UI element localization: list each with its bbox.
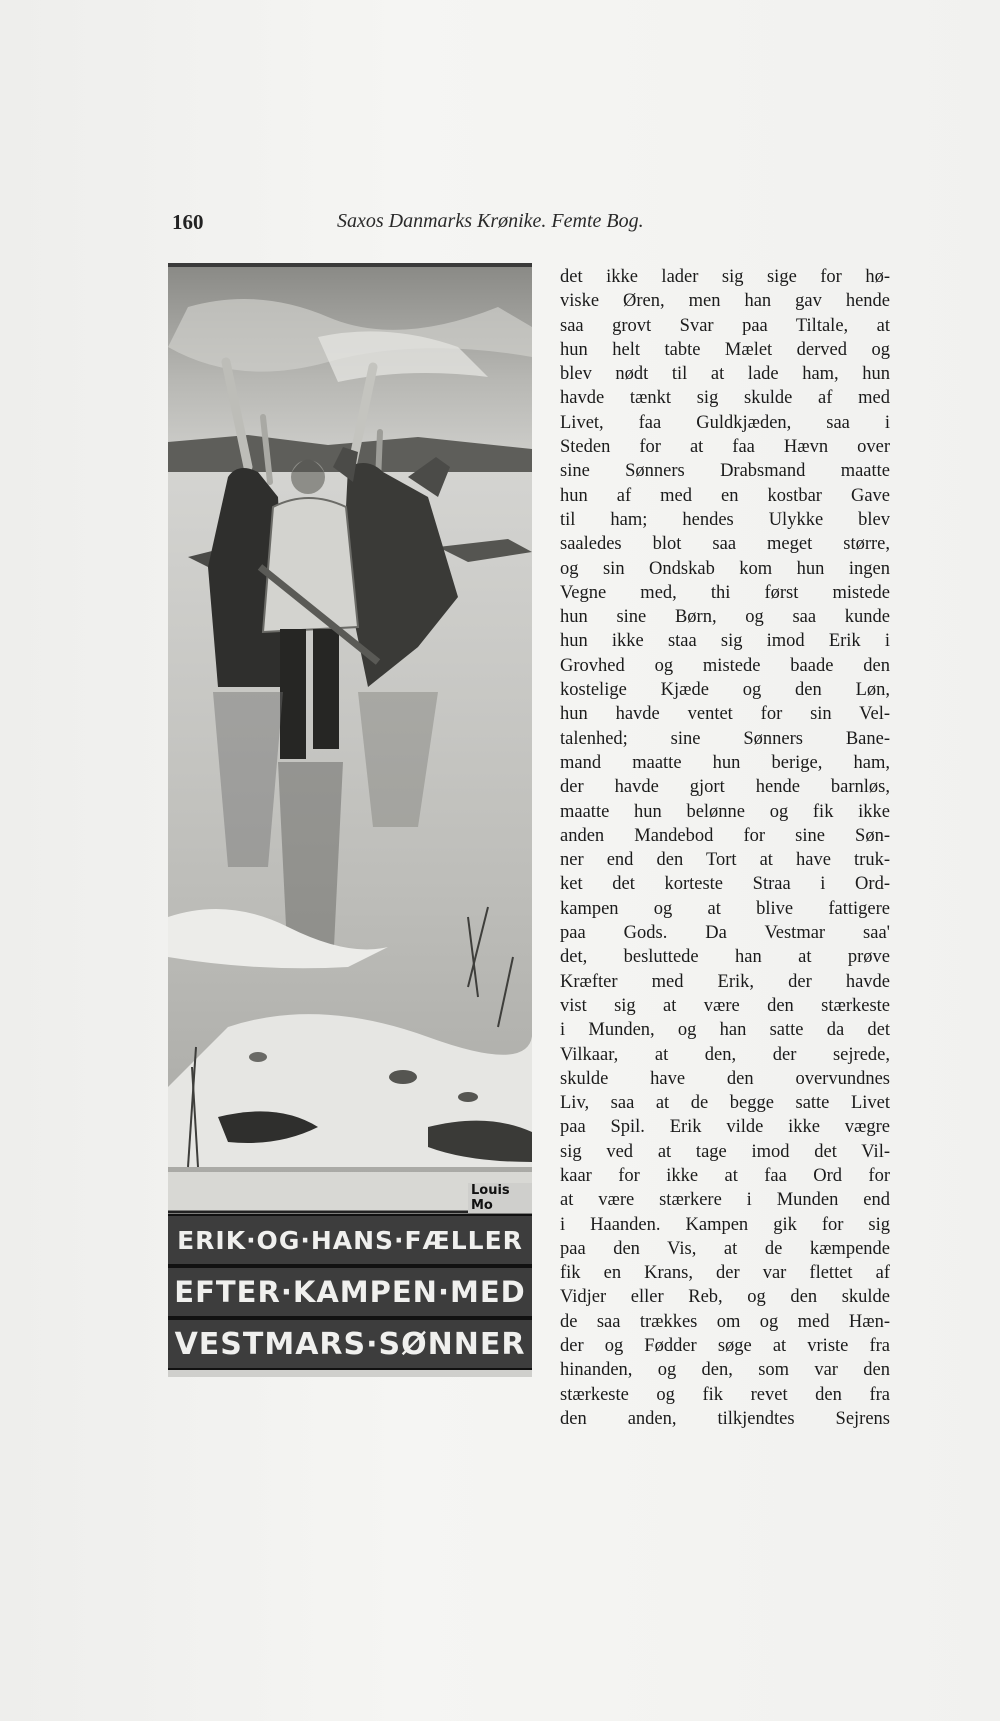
illustration: [168, 263, 532, 1377]
body-text-line: den anden, tilkjendtes Sejrens: [560, 1408, 890, 1429]
body-text-line: talenhed; sine Sønners Bane-: [560, 728, 890, 749]
body-text-line: kaar for ikke at faa Ord for: [560, 1165, 890, 1186]
body-text-line: Vegne med, thi først mistede: [560, 582, 890, 603]
body-text-line: hinanden, og den, som var den: [560, 1360, 890, 1381]
caption-line-3-text: VESTMARS·SØNNER: [174, 1326, 526, 1362]
caption-line-2: [168, 1266, 532, 1318]
body-text-line: i Haanden. Kampen gik for sig: [560, 1214, 890, 1235]
body-text-line: stærkeste og fik revet den fra: [560, 1384, 890, 1405]
body-text-line: vist sig at være den stærkeste: [560, 995, 890, 1016]
body-text-line: saaledes blot saa meget større,: [560, 534, 890, 555]
body-text-line: Vidjer eller Reb, og den skulde: [560, 1287, 890, 1308]
body-text-line: sine Sønners Drabsmand maatte: [560, 461, 890, 482]
body-text-line: der havde gjort hende barnløs,: [560, 777, 890, 798]
body-text-line: Livet, faa Guldkjæden, saa i: [560, 412, 890, 433]
body-text-line: sig ved at tage imod det Vil-: [560, 1141, 890, 1162]
page-number: 160: [172, 210, 204, 234]
body-text-line: Liv, saa at de begge satte Livet: [560, 1093, 890, 1114]
body-text-line: anden Mandebod for sine Søn-: [560, 825, 890, 846]
body-text-line: hun havde ventet for sin Vel-: [560, 704, 890, 725]
body-text-column: [560, 265, 890, 1431]
body-text-line: kampen og at blive fattigere: [560, 898, 890, 919]
body-text-line: havde tænkt sig skulde af med: [560, 388, 890, 409]
body-text-line: skulde have den overvundnes: [560, 1068, 890, 1089]
body-text-line: hun sine Børn, og saa kunde: [560, 607, 890, 628]
body-text-line: hun ikke staa sig imod Erik i: [560, 631, 890, 652]
body-text-line: maatte hun belønne og fik ikke: [560, 801, 890, 822]
artist-signature: Louis Mo: [468, 1183, 532, 1213]
body-text-line: Kræfter med Erik, der havde: [560, 971, 890, 992]
caption-line-2-text: EFTER·KAMPEN·MED: [174, 1275, 526, 1309]
caption-line-1: [168, 1214, 532, 1266]
body-text-line: at være stærkere i Munden end: [560, 1190, 890, 1211]
body-text-line: blev nødt til at lade ham, hun: [560, 364, 890, 385]
body-text-line: i Munden, og han satte da det: [560, 1020, 890, 1041]
body-text-line: og sin Ondskab kom hun ingen: [560, 558, 890, 579]
body-text-line: paa den Vis, at de kæmpende: [560, 1238, 890, 1259]
body-text-line: viske Øren, men han gav hende: [560, 291, 890, 312]
running-head: [172, 210, 712, 240]
body-text-line: Grovhed og mistede baade den: [560, 655, 890, 676]
body-text-line: til ham; hendes Ulykke blev: [560, 509, 890, 530]
body-text-line: ket det korteste Straa i Ord-: [560, 874, 890, 895]
caption-line-3: [168, 1318, 532, 1370]
body-text-line: fik en Krans, der var flettet af: [560, 1263, 890, 1284]
caption-line-1-text: ERIK·OG·HANS·FÆLLER: [177, 1225, 523, 1255]
body-text-line: kostelige Kjæde og den Løn,: [560, 680, 890, 701]
body-text-line: mand maatte hun berige, ham,: [560, 752, 890, 773]
body-text-line: paa Gods. Da Vestmar saa': [560, 923, 890, 944]
body-text-line: hun helt tabte Mælet derved og: [560, 339, 890, 360]
body-text-line: Steden for at faa Hævn over: [560, 437, 890, 458]
body-text-line: ner end den Tort at have truk-: [560, 850, 890, 871]
body-text-line: det, besluttede han at prøve: [560, 947, 890, 968]
body-text-line: der og Fødder søge at vriste fra: [560, 1336, 890, 1357]
running-title: Saxos Danmarks Krønike. Femte Bog.: [337, 210, 644, 232]
body-text-line: saa grovt Svar paa Tiltale, at: [560, 315, 890, 336]
body-text-line: hun af med en kostbar Gave: [560, 485, 890, 506]
body-text-line: de saa trækkes om og med Hæn-: [560, 1311, 890, 1332]
body-text-line: paa Spil. Erik vilde ikke vægre: [560, 1117, 890, 1138]
body-text-line: det ikke lader sig sige for hø-: [560, 267, 890, 287]
body-text-line: Vilkaar, at den, der sejrede,: [560, 1044, 890, 1065]
